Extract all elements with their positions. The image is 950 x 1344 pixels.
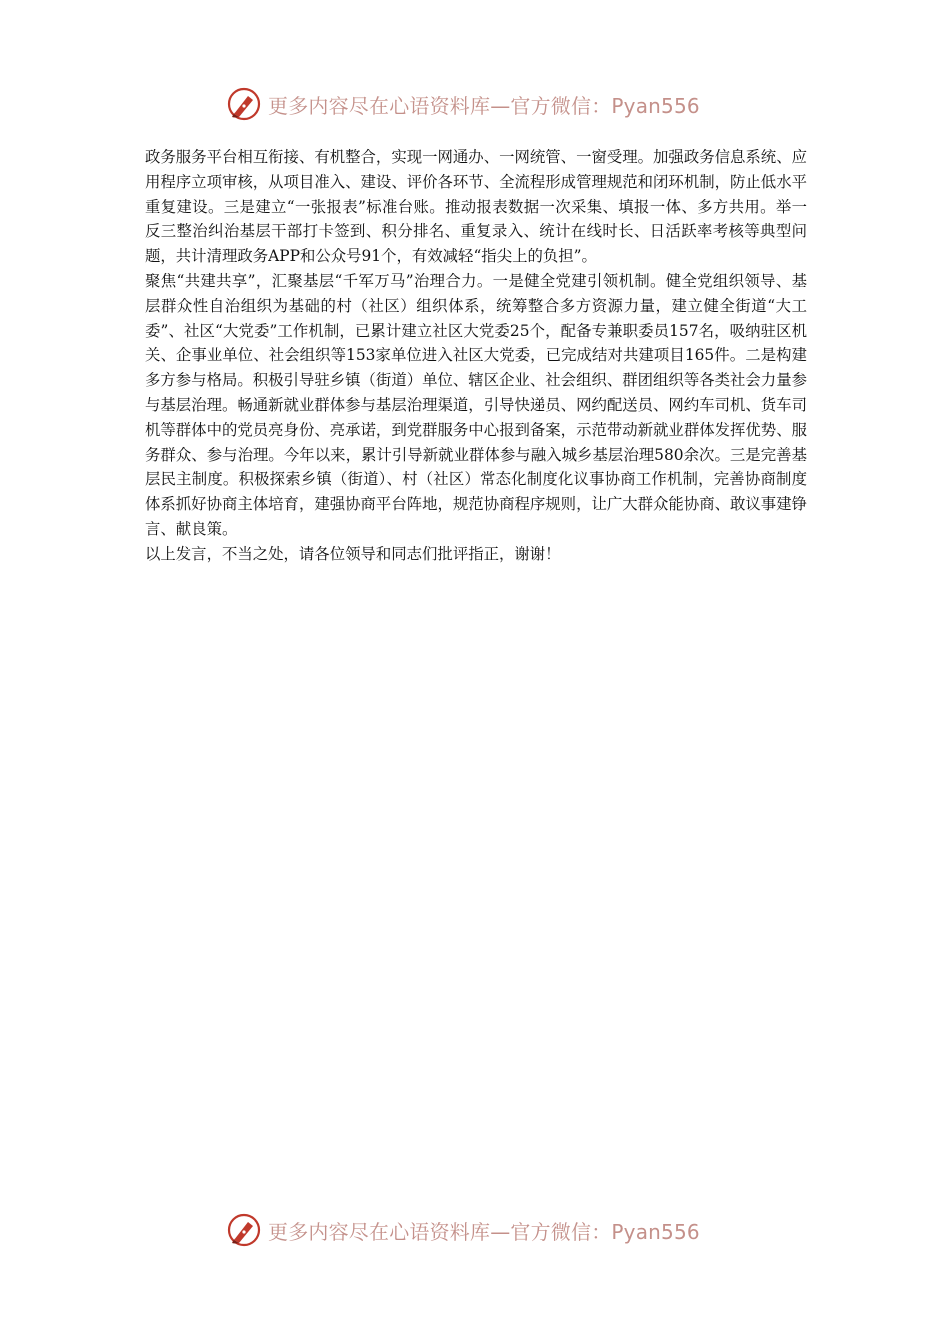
pen-nib-logo-icon [226, 86, 262, 122]
footer-banner [226, 1210, 746, 1250]
paragraph-1: 政务服务平台相互衔接、有机整合，实现一网通办、一网统管、一窗受理。加强政务信息系统、应用程序立项审核，从项目准入、建设、评价各环节、全流程形成管理规范和闭环机制，防止低水平重复建设。三是建立“一张报表”标准台账。推动报表数据一次采集、填报一体、多方共用。举一反三整治纠治基层干部打卡签到、积分排名、重复录入、统计在线时长、日活跃率考核等典型问题，共计清理政务APP和公众号91个，有效减轻“指尖上的负担”。 [145, 148, 807, 266]
footer-banner-text: 更多内容尽在心语资料库—官方微信：Pyan556 [268, 1219, 700, 1244]
paragraph-2: 聚焦“共建共享”，汇聚基层“千军万马”治理合力。一是健全党建引领机制。健全党组织领导、基层群众性自治组织为基础的村（社区）组织体系，统筹整合多方资源力量，建立健全街道“大工委”、社区“大党委”工作机制，已累计建立社区大党委25个，配备专兼职委员157名，吸纳驻区机关、企事业单位、社会组织等153家单位进入社区大党委，已完成结对共建项目165件。二是构建多方参与格局。积极引导驻乡镇（街道）单位、辖区企业、社会组织、群团组织等各类社会力量参与基层治理。畅通新就业群体参与基层治理渠道，引导快递员、网约配送员、网约车司机、货车司机等群体中的党员亮身份、亮承诺，到党群服务中心报到备案，示范带动新就业群体发挥优势、服务群众、参与治理。今年以来，累计引导新就业群体参与融入城乡基层治理580余次。三是完善基层民主制度。积极探索乡镇（街道）、村（社区）常态化制度化议事协商工作机制，完善协商制度体系抓好协商主体培育，建强协商平台阵地，规范协商程序规则，让广大群众能协商、敢议事建铮言、献良策。 [145, 271, 807, 538]
document-body [145, 145, 807, 567]
header-banner [226, 84, 746, 124]
pen-nib-logo-icon [226, 1212, 262, 1248]
paragraph-3: 以上发言，不当之处，请各位领导和同志们批评指正，谢谢！ [145, 544, 561, 563]
header-banner-text: 更多内容尽在心语资料库—官方微信：Pyan556 [268, 93, 700, 118]
